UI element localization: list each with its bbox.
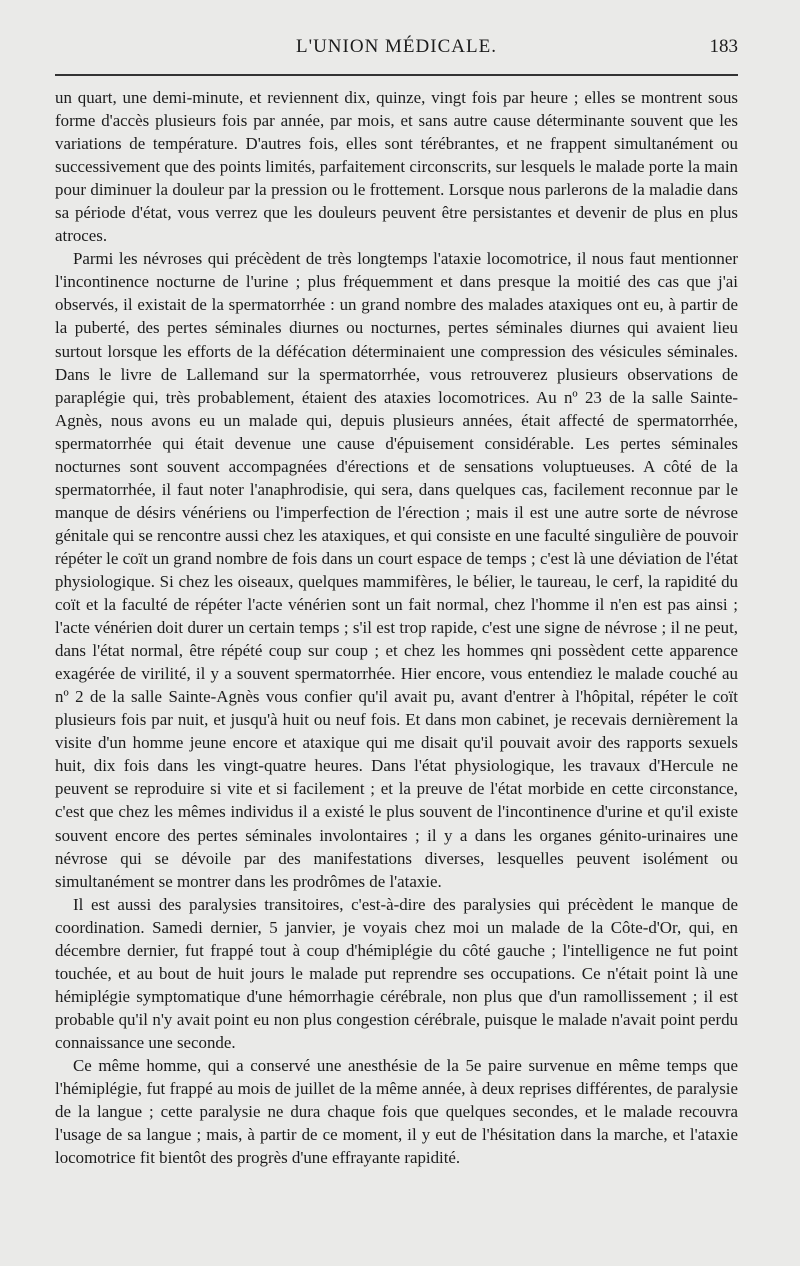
header-rule [55,74,738,76]
paragraph: un quart, une demi-minute, et reviennent dix, quinze, vingt fois par heure ; elles se montrent sous forme d'accès plusieurs fois par année, par mois, et sans autre cause déterminante souvent que les variations de température. D'autres fois, elles sont térébrantes, et ne frappent simultanément ou successivement que des points limités, parfaitement circonscrits, sur lesquels le malade porte la main pour diminuer la douleur par la pression ou le frottement. Lorsque nous parlerons de la maladie dans sa période d'état, vous verrez que les douleurs peuvent être persistantes et devenir de plus en plus atroces. [55,88,738,246]
body-text [55,86,738,1169]
paragraph: Parmi les névroses qui précèdent de très longtemps l'ataxie locomotrice, il nous faut mentionner l'incontinence nocturne de l'urine ; plus fréquemment et dans presque la moitié des cas que j'ai observés, il existait de la spermatorrhée : un grand nombre des malades ataxiques ont eu, à partir de la puberté, des pertes séminales diurnes ou nocturnes, pertes séminales diurnes qui avaient lieu surtout lorsque les efforts de la défécation déterminaient une compression des vésicules séminales. Dans le livre de Lallemand sur la spermatorrhée, vous retrouverez plusieurs observations de paraplégie qui, très probablement, étaient des ataxies locomotrices. Au nº 23 de la salle Sainte-Agnès, nous avons eu un malade qui, depuis plusieurs années, était affecté de spermatorrhée, spermatorrhée qui était devenue une cause d'épuisement considérable. Les pertes séminales nocturnes sont souvent accompagnées d'érections et de sensations voluptueuses. A côté de la spermatorrhée, il faut noter l'anaphrodisie, qui sera, dans quelques cas, facilement reconnue par le manque de désirs vénériens ou l'imperfection de l'érection ; mais il est une autre sorte de névrose génitale qui se rencontre aussi chez les ataxiques, et qui consiste en une faculté singulière de pouvoir répéter le coït un grand nombre de fois dans un court espace de temps ; c'est là une déviation de l'état physiologique. Si chez les oiseaux, quelques mammifères, le bélier, le taureau, le cerf, la rapidité du coït et la faculté de répéter l'acte vénérien sont un fait normal, chez l'homme il n'en est pas ainsi ; l'acte vénérien doit durer un certain temps ; s'il est trop rapide, c'est une signe de névrose ; il ne peut, dans l'état normal, être répété coup sur coup ; et chez les hommes qni possèdent cette apparence exagérée de virilité, il y a souvent spermatorrhée. Hier encore, vous entendiez le malade couché au nº 2 de la salle Sainte-Agnès vous confier qu'il avait pu, avant d'entrer à l'hôpital, répéter le coït plusieurs fois par nuit, et jusqu'à huit ou neuf fois. Et dans mon cabinet, je recevais dernièrement la visite d'un homme jeune encore et ataxique qui me disait qu'il pouvait avoir des rapports sexuels huit, dix fois dans les vingt-quatre heures. Dans l'état physiologique, les travaux d'Hercule ne peuvent se reproduire si vite et si facilement ; et la preuve de l'état morbide en cette circonstance, c'est que chez les mêmes individus il a existé le plus souvent de l'incontinence d'urine et qu'il existe souvent encore des pertes séminales involontaires ; il y a dans les organes génito-urinaires une névrose qui se dévoile par des manifestations diverses, lesquelles peuvent isolément ou simultanément se montrer dans les prodrômes de l'ataxie. [55,249,738,891]
paragraph: Ce même homme, qui a conservé une anesthésie de la 5e paire survenue en même temps que l'hémiplégie, fut frappé au mois de juillet de la même année, à deux reprises différentes, de paralysie de la langue ; cette paralysie ne dura chaque fois que quelques secondes, et le malade recouvra l'usage de sa langue ; mais, à partir de ce moment, il y eut de l'hésitation dans la marche, et l'ataxie locomotrice fit bientôt des progrès d'une effrayante rapidité. [55,1055,738,1168]
running-title: L'UNION MÉDICALE. [296,36,497,57]
paragraph: Il est aussi des paralysies transitoires, c'est-à-dire des paralysies qui précèdent le manque de coordination. Samedi dernier, 5 janvier, je voyais chez moi un malade de la Côte-d'Or, qui, en décembre dernier, fut frappé tout à coup d'hémiplégie du côté gauche ; l'intelligence ne fut point touchée, et au bout de huit jours le malade put reprendre ses occupations. Ce n'était point là une hémiplégie symptomatique d'une hémorrhagie cérébrale, non plus que d'un ramollissement ; il est probable qu'il n'y avait point eu non plus congestion cérébrale, puisque le malade n'avait point perdu connaissance une seconde. [55,894,738,1052]
page-header [55,36,738,72]
page-number: 183 [709,36,738,57]
